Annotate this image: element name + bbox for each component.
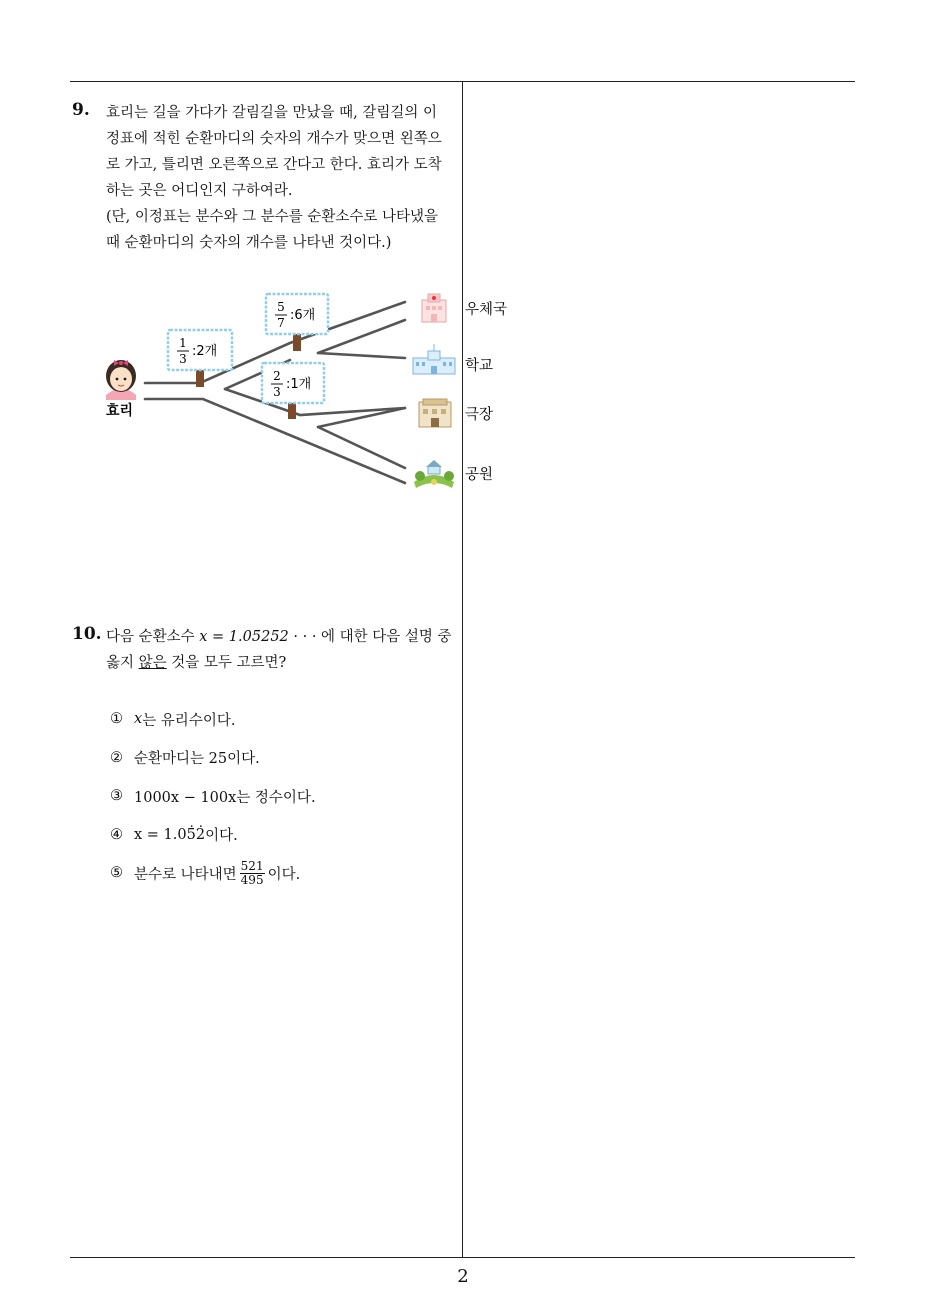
theater-icon	[419, 399, 451, 427]
question-text-line: (단, 이정표는 분수와 그 분수를 순환소수로 나타냈을	[106, 209, 439, 225]
choice-2[interactable]	[110, 739, 316, 778]
choice-mark: ③	[110, 788, 123, 805]
sign-text: :6개	[290, 308, 316, 323]
park-icon	[414, 460, 454, 488]
question-text: 것을 모두 고르면?	[171, 655, 287, 671]
road-to-post-office	[318, 320, 405, 353]
choice-text: 이다.	[267, 866, 301, 883]
sign-fraction-denominator: 3	[273, 385, 281, 399]
destination-label: 극장	[465, 407, 494, 423]
girl-icon	[106, 360, 136, 400]
question-text-line: 하는 곳은 어디인지 구하여라.	[106, 183, 293, 199]
choice-text: 분수로 나타내면	[134, 866, 237, 883]
underlined-word: 않은	[138, 655, 167, 671]
post-office-icon	[422, 294, 446, 322]
sign-fraction-numerator: 1	[179, 336, 187, 350]
question-text: 옳지	[106, 655, 135, 671]
choice-3[interactable]	[110, 777, 316, 816]
question-text: 에 대한 다음 설명 중	[321, 629, 452, 645]
road-to-school	[318, 353, 405, 358]
question-text-line: 효리는 길을 가다가 갈림길을 만났을 때, 갈림길의 이	[106, 105, 438, 121]
choice-text: 이다.	[205, 828, 238, 845]
math-variable: x	[134, 711, 143, 728]
choice-mark: ④	[110, 826, 123, 843]
repeat-digit-end: 2 .	[196, 827, 205, 843]
answer-choices	[110, 700, 316, 893]
choice-1[interactable]	[110, 700, 316, 739]
choice-mark: ⑤	[110, 865, 123, 882]
choice-text: 1000x − 100x는 정수이다.	[134, 789, 316, 806]
page-number: 2	[457, 1266, 469, 1287]
choice-text: x = 1.0	[134, 826, 187, 843]
question-number: 9.	[72, 100, 90, 120]
choice-mark: ①	[110, 711, 123, 728]
sign-text: :2개	[192, 344, 218, 359]
sign-text: :1개	[286, 377, 312, 392]
sign-fraction-denominator: 7	[277, 316, 285, 330]
fraction-numerator: 521	[240, 858, 264, 873]
sign-fraction-numerator: 5	[277, 300, 285, 314]
girl-label: 효리	[106, 403, 134, 419]
choice-5[interactable]	[110, 854, 316, 893]
school-icon	[413, 344, 455, 374]
sign-fraction-numerator: 2	[273, 369, 281, 383]
question-text-line: 때 순환마디의 숫자의 개수를 나타낸 것이다.)	[106, 235, 392, 251]
choice-mark: ②	[110, 749, 123, 766]
destination-label: 공원	[465, 467, 494, 483]
question-text-line	[106, 650, 462, 676]
question-10	[72, 624, 462, 676]
question-text-line: 정표에 적힌 순환마디의 숫자의 개수가 맞으면 왼쪽으	[106, 131, 442, 147]
road-to-park	[318, 427, 405, 468]
repeat-digit-start: 5 .	[187, 827, 196, 843]
question-text: 다음 순환소수	[106, 629, 195, 645]
choice-text: 순환마디는 25이다.	[134, 751, 260, 768]
bottom-rule	[70, 1257, 855, 1258]
fraction	[240, 860, 265, 887]
question-text-line	[106, 624, 462, 650]
question-number: 10.	[72, 624, 102, 644]
fraction-denominator: 495	[240, 872, 264, 887]
destination-label: 학교	[465, 358, 494, 374]
destination-label: 우체국	[465, 302, 508, 318]
choice-4[interactable]	[110, 816, 316, 855]
math-expression: x = 1.05252 · · ·	[199, 629, 317, 645]
sign-fraction-denominator: 3	[179, 352, 187, 366]
choice-text: 는 유리수이다.	[142, 712, 236, 729]
question-text-line: 로 가고, 틀리면 오른쪽으로 간다고 한다. 효리가 도착	[106, 157, 442, 173]
